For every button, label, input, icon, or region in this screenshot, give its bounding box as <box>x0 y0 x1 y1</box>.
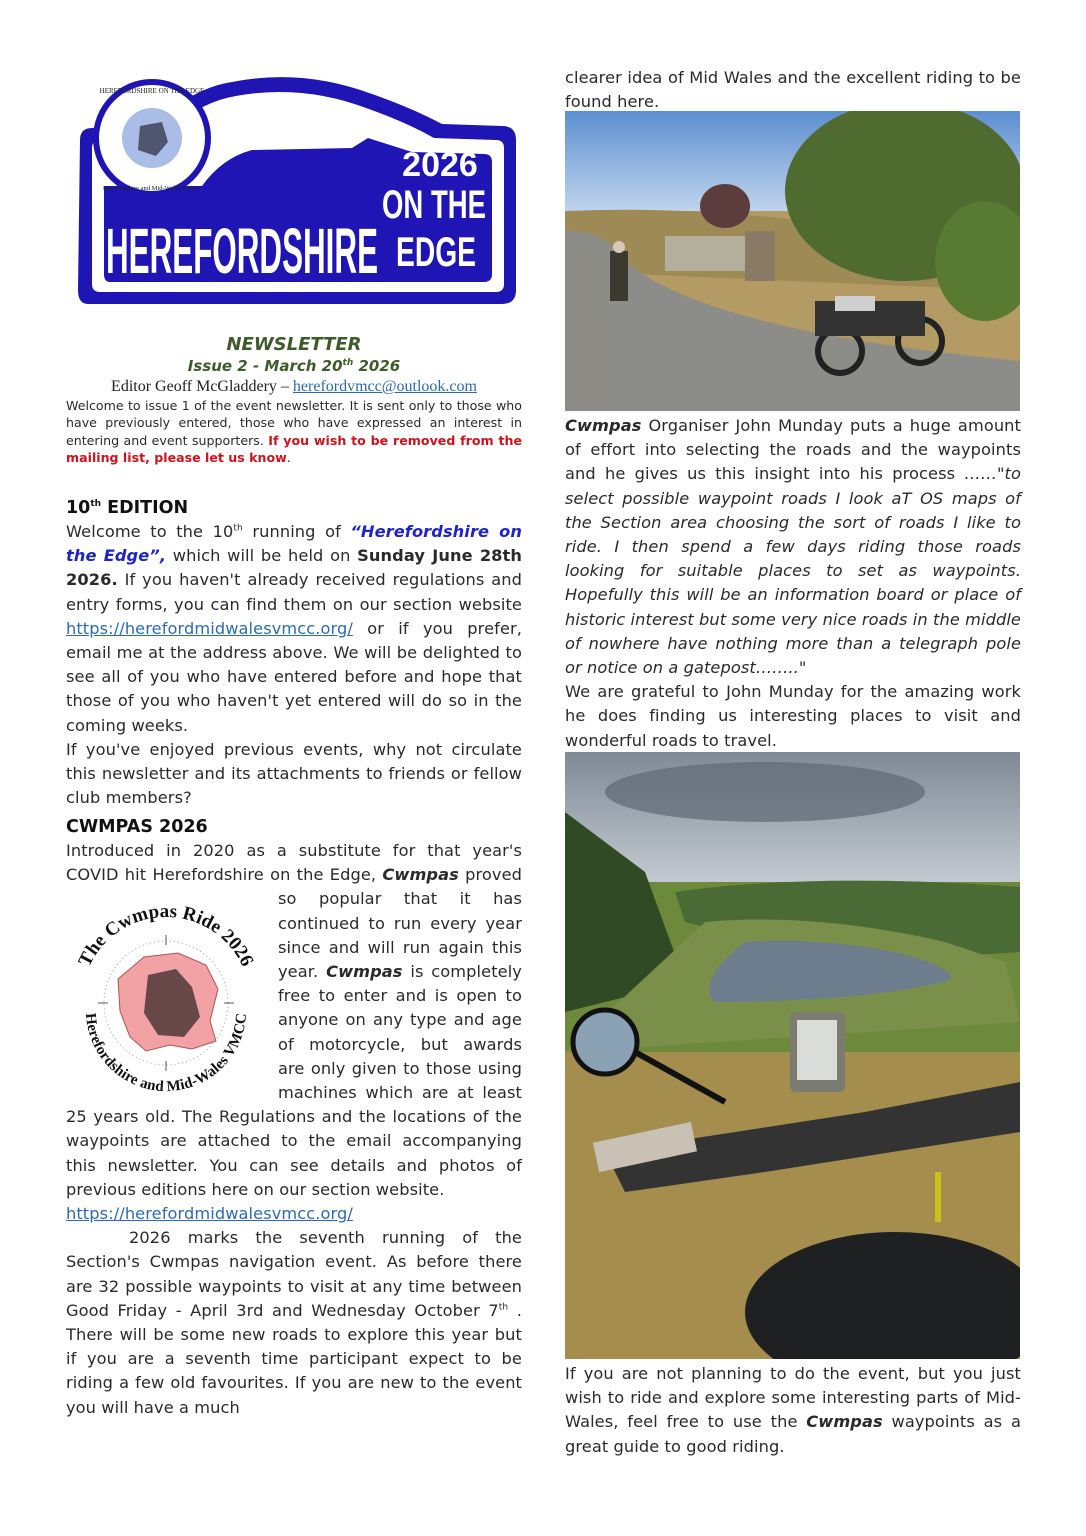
text: is completely free to enter and is open to anyone on any type and age of motorcycle, but awards are only given to those using machines which are at least 25 years old. The Regulations and the locations of the waypoints are attached to the email accompanying this newsletter. You can see details and photos of previous editions here on our section website. <box>66 962 522 1199</box>
photo-reservoir-motorcycle <box>565 752 1020 1359</box>
cwmpas-ride-logo <box>60 891 270 1097</box>
text: 2026 marks the seventh running of the Section's Cwmpas navigation event. As before there are 32 possible waypoints to visit at any time between Good Friday - April 3rd and Wednesday October 7 <box>66 1228 522 1320</box>
edition-heading-sup: th <box>90 499 102 510</box>
cwmpas-bold: Cwmpas <box>806 1412 883 1432</box>
cwmpas-badge-bottom-path: Herefordshire and Mid-Wales VMCC <box>81 1012 251 1096</box>
edition-paragraph-1 <box>66 520 522 738</box>
organiser-quote: ……"to select possible waypoint roads I look aT OS maps of the Section area choosing the sort of roads I like to ride. I then spend a few days riding those roads looking for suitable places to set as waypoints. Hopefully this will be an information board or place of historic interest but some very nice roads in the middle of nowhere have nothing more than a telegraph pole or notice on a gatepost…….." <box>565 464 1021 678</box>
welcome-end: . <box>286 450 291 466</box>
text: Introduced in 2020 as a substitute for that year's COVID hit Herefordshire on the Edge, <box>66 841 522 885</box>
event-logo <box>72 68 518 308</box>
welcome-text: Welcome to issue 1 of the event newsletter. It is sent only to those who have previously entered, those who have expressed an interest in entering and event supporters. <box>66 398 522 448</box>
thanks-paragraph: We are grateful to John Munday for the amazing work he does finding us interesting places to visit and wonderful roads to travel. <box>565 682 1021 750</box>
section-website-link[interactable]: https://herefordmidwalesvmcc.org/ <box>66 618 353 638</box>
text: . There will be some new roads to explore this year but if you are a seventh time participant expect to be riding a few old favourites. If you are new to the event you will have a much <box>66 1300 522 1417</box>
edition-heading-text: EDITION <box>101 498 189 518</box>
issue-year: 2026 <box>353 357 401 375</box>
text: which will be held on <box>166 546 358 566</box>
editor-email-link[interactable]: herefordvmcc@outlook.com <box>292 378 477 395</box>
organiser-paragraph <box>565 414 1021 680</box>
cwmpas-badge <box>60 891 270 1097</box>
cwmpas-paragraph-1 <box>66 839 522 1202</box>
rally-plate-logo <box>72 68 518 308</box>
text: Welcome to the 10 <box>66 522 234 541</box>
edition-section <box>66 496 522 810</box>
cwmpas-badge-top-path: The Cwmpas Ride 2026 <box>74 901 258 971</box>
sup: th <box>498 1302 509 1313</box>
text: waypoints as a great guide to good riding. <box>565 1412 1021 1456</box>
logo-year: 2026 <box>402 146 478 184</box>
continued-paragraph: clearer idea of Mid Wales and the excellent riding to be found here. <box>565 68 1021 112</box>
editor-label: Editor Geoff McGladdery – <box>111 378 293 395</box>
badge-bottom-text: Herefordshire and Mid-Wales VMCC <box>102 185 202 192</box>
text: Organiser John Munday puts a huge amount of effort into selecting the roads and the waypoints and he gives us this insight into his process <box>565 416 1021 484</box>
issue-line <box>66 356 522 376</box>
edition-heading <box>66 496 522 520</box>
event-name: “Herefordshire on the Edge”, <box>66 522 522 566</box>
logo-word-on-the: ON THE <box>382 183 486 227</box>
text: If you haven't already received regulations and entry forms, you can find them on our section website <box>66 570 522 614</box>
photo-reservoir-illustration <box>565 752 1020 1359</box>
editor-line <box>66 376 522 397</box>
logo-word-herefordshire: HEREFORDSHIRE <box>106 215 378 287</box>
cwmpas-bold: Cwmpas <box>382 865 459 885</box>
unsubscribe-notice: If you wish to be removed from the mailing list, please let us know <box>66 432 522 466</box>
event-date: Sunday June 28th 2026. <box>66 546 523 590</box>
photo-motorcycles-road <box>565 111 1020 411</box>
edition-paragraph-2: If you've enjoyed previous events, why not circulate this newsletter and its attachments to friends or fellow club members? <box>66 739 522 808</box>
issue-date: Issue 2 - March 20 <box>187 357 343 375</box>
cwmpas-bold: Cwmpas <box>326 962 403 982</box>
newsletter-title: NEWSLETTER <box>226 334 362 355</box>
cwmpas-website-link[interactable]: https://herefordmidwalesvmcc.org/ <box>66 1204 353 1224</box>
edition-heading-num: 10 <box>66 498 91 518</box>
right-intro <box>565 66 1021 114</box>
cwmpas-paragraph-2 <box>66 1226 522 1420</box>
welcome-paragraph <box>66 397 522 467</box>
logo-word-edge: EDGE <box>396 228 476 275</box>
text: or if you prefer, email me at the address above. We will be delighted to see all of you who have entered before and hope that those of you who haven't yet entered will do so in the coming weeks. <box>66 618 522 735</box>
issue-date-sup: th <box>342 358 354 368</box>
masthead <box>66 334 522 467</box>
text: running of <box>242 522 351 541</box>
closing-section <box>565 1362 1021 1459</box>
sup: th <box>233 523 243 534</box>
cwmpas-link-line <box>66 1202 522 1226</box>
cwmpas-heading: CWMPAS 2026 <box>66 817 208 837</box>
badge-top-text: HEREFORDSHIRE ON THE EDGE <box>99 87 205 95</box>
photo-motorcycles-illustration <box>565 111 1020 411</box>
cwmpas-section <box>66 815 522 1420</box>
organiser-section <box>565 414 1021 753</box>
cwmpas-bold: Cwmpas <box>565 416 642 435</box>
text: If you are not planning to do the event, but you just wish to ride and explore some interesting parts of Mid-Wales, feel free to use the <box>565 1364 1021 1432</box>
closing-paragraph <box>565 1362 1021 1459</box>
text: proved so popular that it has continued to run every year since and will run again this year. <box>278 865 523 982</box>
